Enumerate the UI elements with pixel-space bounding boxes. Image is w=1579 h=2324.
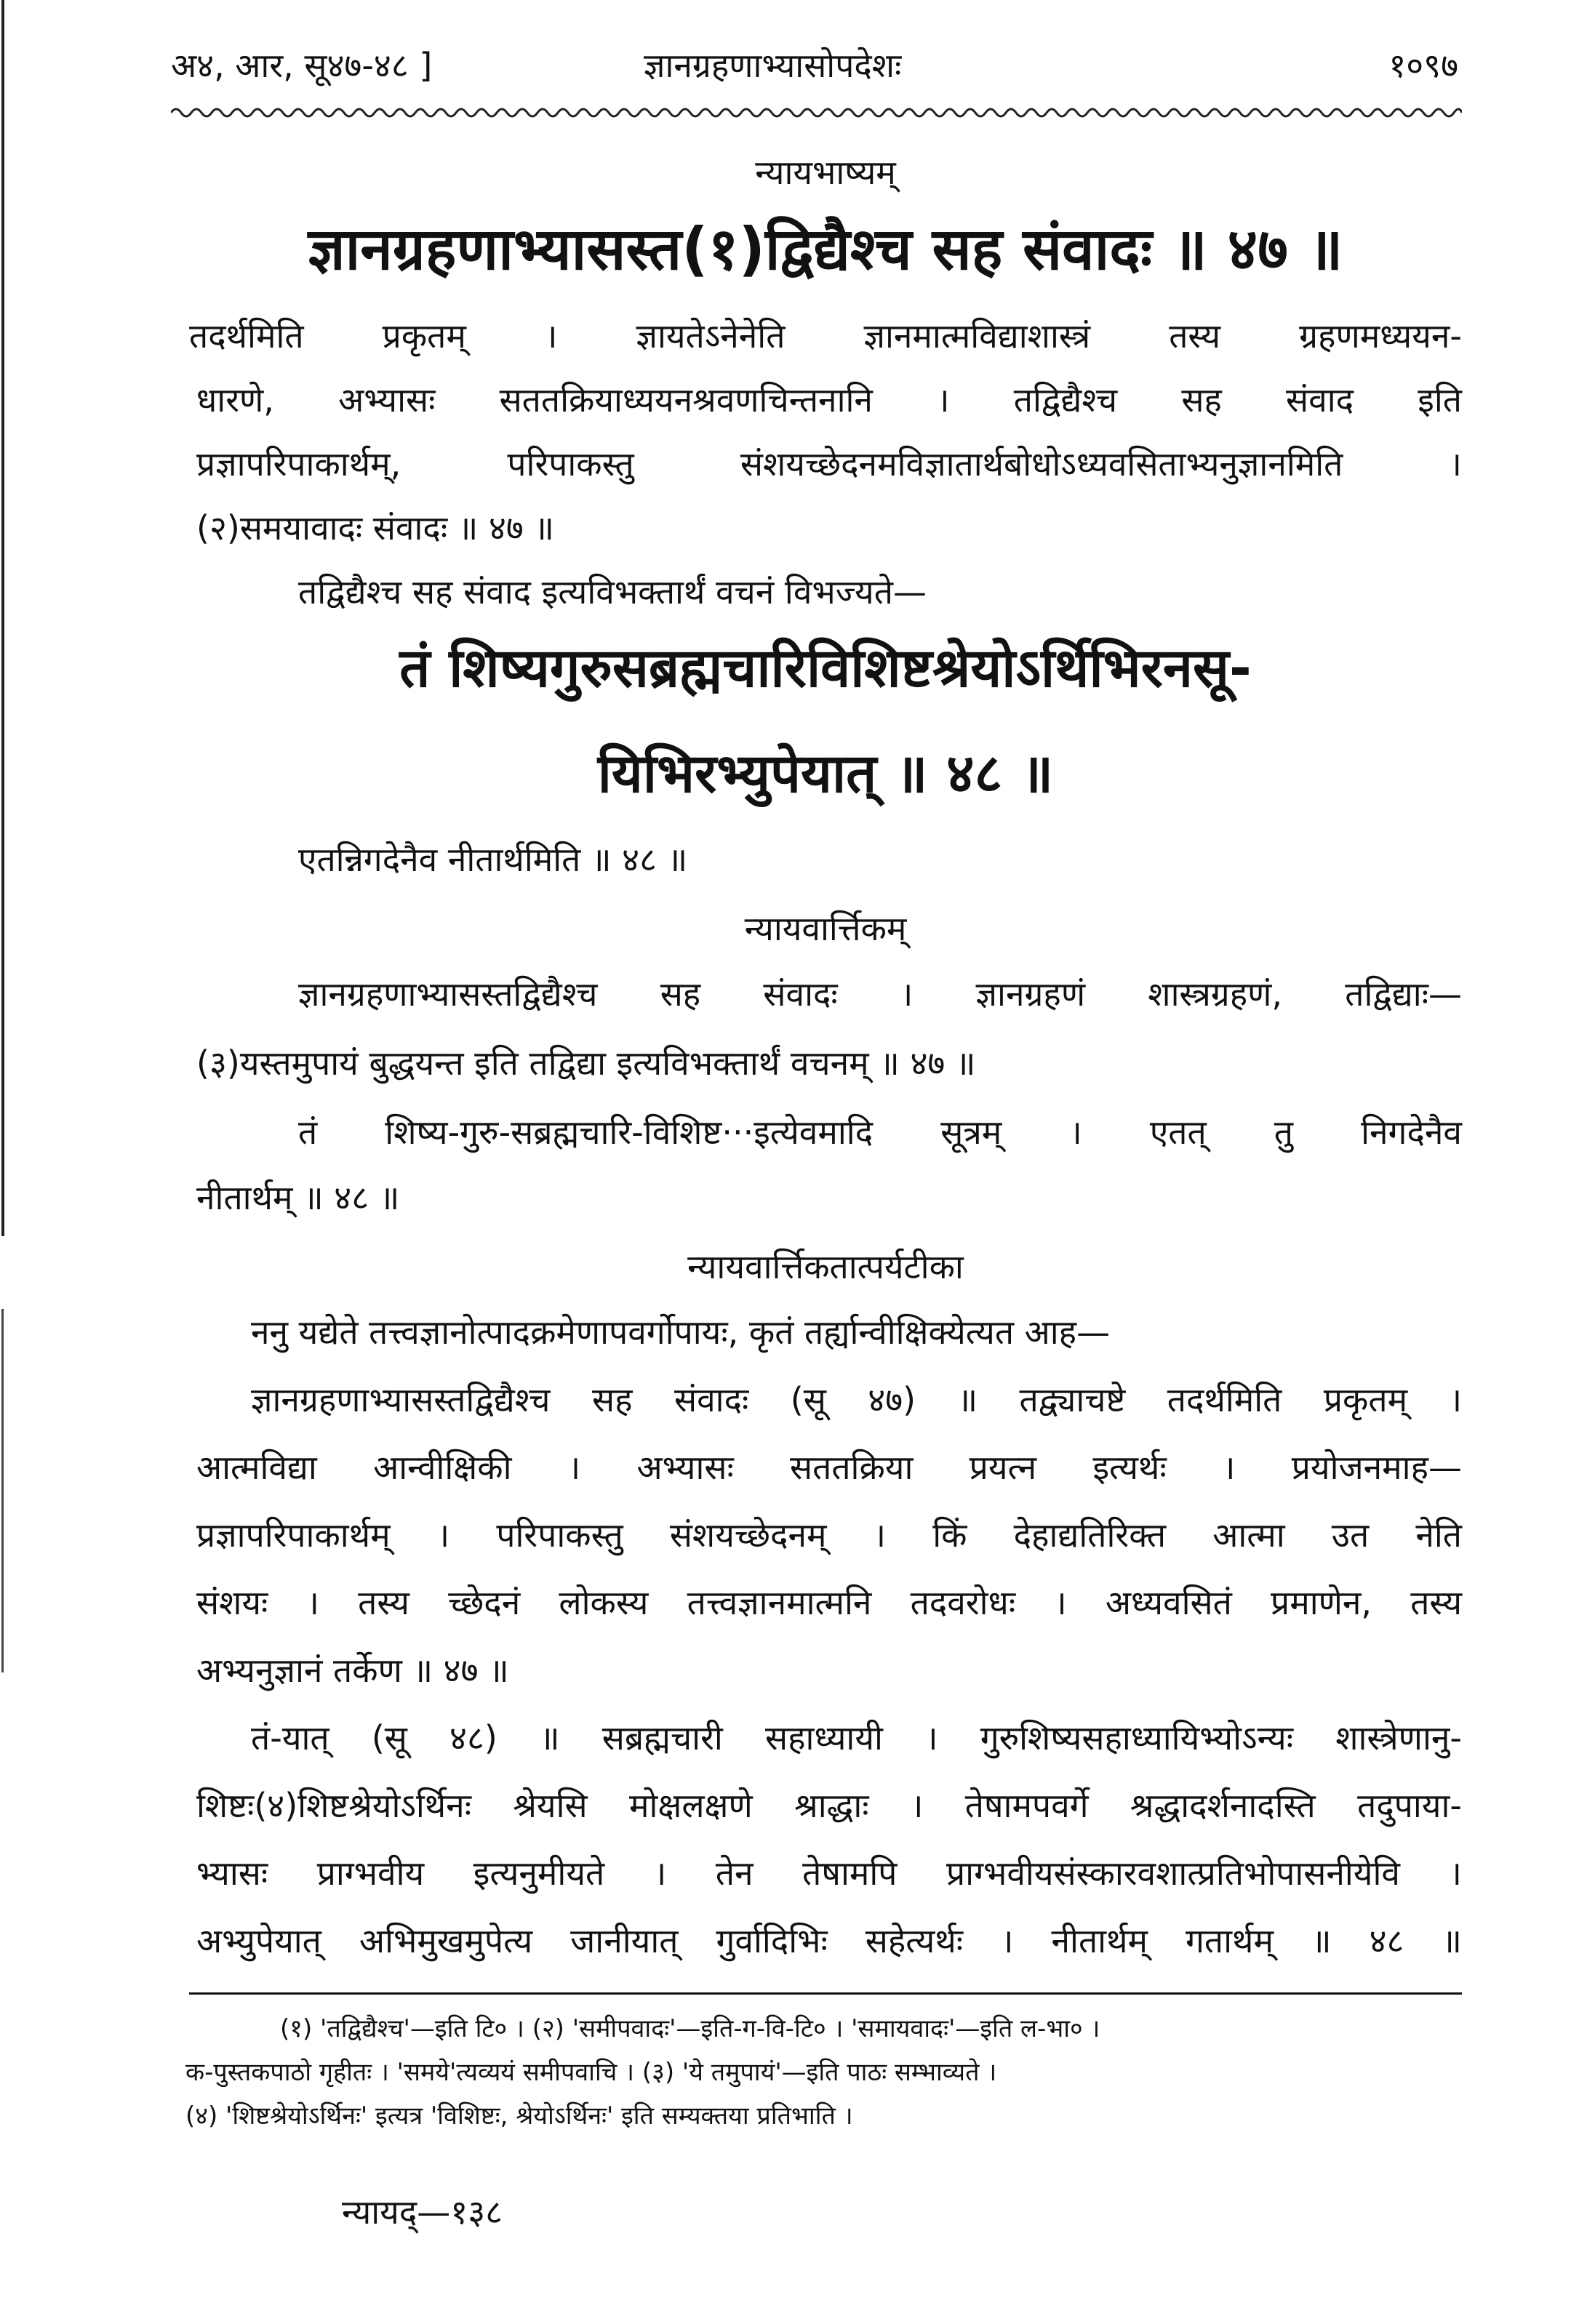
text-line: प्रज्ञापरिपाकार्थम्, परिपाकस्तु संशयच्छेदनमविज्ञातार्थबोधोऽध्यवसिताभ्यनुज्ञानमिति । [196,444,1462,484]
section-heading-tika: न्यायवार्त्तिकतात्पर्यटीका [687,1247,964,1286]
signature-mark: न्यायद्—१३८ [342,2192,503,2232]
text-line: भ्यासः प्राग्भवीय इत्यनुमीयते । तेन तेषामपि प्राग्भवीयसंस्कारवशात्प्रतिभोपासनीयेवि । [196,1854,1462,1893]
text-line: तदर्थमिति प्रकृतम् । ज्ञायतेऽनेनेति ज्ञानमात्मविद्याशास्त्रं तस्य ग्रहणमध्ययन- [189,316,1462,356]
page-edge-rule [1,0,4,1236]
section-heading-bhashya: न्यायभाष्यम् [755,153,896,192]
sutra-48-line2: यिभिरभ्युपेयात् ॥ ४८ ॥ [597,742,1054,805]
sutra-47: ज्ञानग्रहणाभ्यासस्त(१)द्विद्यैश्च सह संवादः ॥ ४७ ॥ [308,215,1343,283]
text-line: एतन्निगदेनैव नीतार्थमिति ॥ ४८ ॥ [298,840,688,879]
text-line: प्रज्ञापरिपाकार्थम् । परिपाकस्तु संशयच्छेदनम् । किं देहाद्यतिरिक्त आत्मा उत नेति [196,1515,1462,1555]
text-line: आत्मविद्या आन्वीक्षिकी । अभ्यासः सततक्रिया प्रयत्न इत्यर्थः । प्रयोजनमाह— [196,1448,1462,1487]
text-line: (२)समयावादः संवादः ॥ ४७ ॥ [196,508,554,548]
text-line: तं शिष्य-गुरु-सब्रह्मचारि-विशिष्ट···इत्येवमादि सूत्रम् । एतत् तु निगदेनैव [298,1113,1462,1152]
text-line: ननु यद्येते तत्त्वज्ञानोत्पादक्रमेणापवर्गोपायः, कृतं तर्ह्यान्वीक्षिक्येत्यत आह— [251,1313,1111,1352]
text-line: तं-यात् (सू ४८) ॥ सब्रह्मचारी सहाध्यायी । गुरुशिष्यसहाध्यायिभ्योऽन्यः शास्त्रेणानु- [251,1718,1462,1758]
sutra-48-line1: तं शिष्यगुरुसब्रह्मचारिविशिष्टश्रेयोऽर्थिभिरनसू- [399,637,1252,700]
header-reference: अ४, आर, सू४७-४८ ] [171,46,433,85]
footnote-rule [189,1992,1462,1995]
text-line: (३)यस्तमुपायं बुद्धयन्त इति तद्विद्या इत्यविभक्तार्थं वचनम् ॥ ४७ ॥ [196,1043,976,1083]
page-number: १०९७ [1388,46,1458,85]
text-line: ज्ञानग्रहणाभ्यासस्तद्विद्यैश्च सह संवादः (सू ४७) ॥ तद्व्याचष्टे तदर्थमिति प्रकृतम् । [251,1380,1462,1419]
text-line: शिष्टः(४)शिष्टश्रेयोऽर्थिनः श्रेयसि मोक्षलक्षणे श्राद्धाः । तेषामपवर्गे श्रद्धादर्शनादस्ति तदुपाया- [196,1786,1462,1825]
text-line: संशयः । तस्य च्छेदनं लोकस्य तत्त्वज्ञानमात्मनि तदवरोधः । अध्यवसितं प्रमाणेन, तस्य [196,1583,1462,1622]
running-header [171,42,1458,100]
footnote: (१) 'तद्विद्यैश्च'—इति टि० । (२) 'समीपवादः'—इति-ग-वि-टि० । 'समायवादः'—इति ल-भा० । [280,2014,1100,2043]
page-edge-rule [1,1309,4,1672]
text-line: धारणे, अभ्यासः सततक्रियाध्ययनश्रवणचिन्तनानि । तद्विद्यैश्च सह संवाद इति [196,380,1462,420]
text-line: अभ्युपेयात् अभिमुखमुपेत्य जानीयात् गुर्वादिभिः सहेत्यर्थः । नीतार्थम् गतार्थम् ॥ ४८ ॥ [196,1921,1462,1960]
header-wavy-rule [171,102,1462,124]
footnote: क-पुस्तकपाठो गृहीतः । 'समये'त्यव्ययं समीपवाचि । (३) 'ये तमुपायं'—इति पाठः सम्भाव्यते । [185,2058,997,2087]
text-line: ज्ञानग्रहणाभ्यासस्तद्विद्यैश्च सह संवादः । ज्ञानग्रहणं शास्त्रग्रहणं, तद्विद्याः— [298,974,1462,1014]
header-title: ज्ञानग्रहणाभ्यासोपदेशः [644,46,902,85]
text-line: नीतार्थम् ॥ ४८ ॥ [196,1178,400,1217]
section-heading-vartika: न्यायवार्त्तिकम् [744,909,907,948]
text-line: तद्विद्यैश्च सह संवाद इत्यविभक्तार्थं वचनं विभज्यते— [298,572,927,612]
footnote: (४) 'शिष्टश्रेयोऽर्थिनः' इत्यत्र 'विशिष्टः, श्रेयोऽर्थिनः' इति सम्यक्तया प्रतिभाति । [185,2101,853,2131]
text-line: अभ्यनुज्ञानं तर्केण ॥ ४७ ॥ [196,1651,509,1690]
